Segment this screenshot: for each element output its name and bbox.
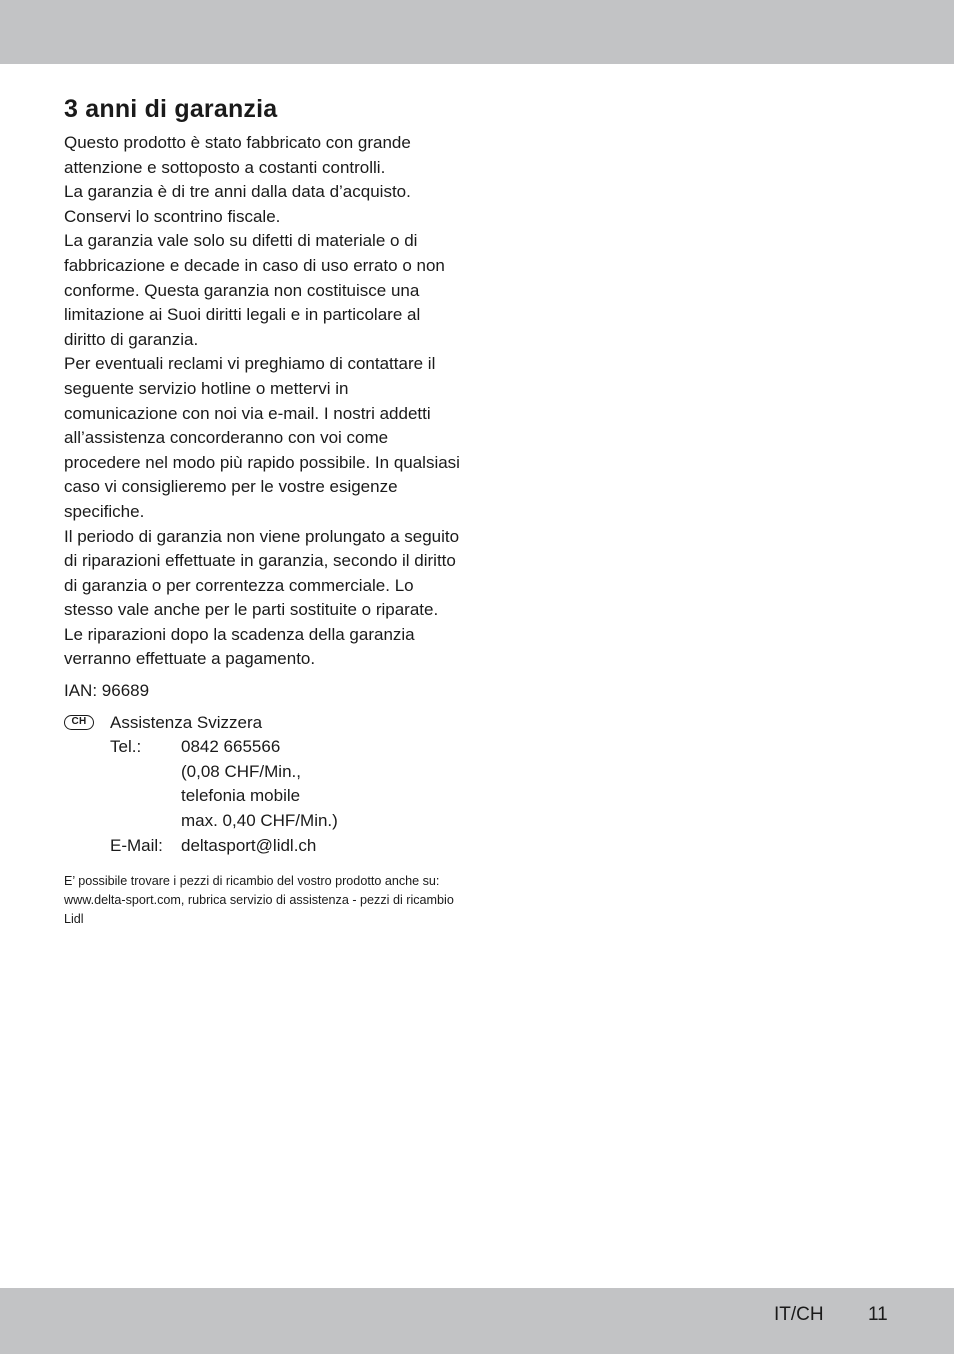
paragraph: Il periodo di garanzia non viene prolungato a seguito di riparazioni effettuate in garanzia, secondo il diritto di garanzia o per correntezza commerciale. Lo stesso vale anche per le parti sostituite o riparate. <box>64 526 460 620</box>
paragraph: La garanzia è di tre anni dalla data d’acquisto. Conservi lo scontrino fiscale. <box>64 182 411 226</box>
tel-label: Tel.: <box>110 737 142 757</box>
service-contact <box>64 711 464 859</box>
paragraph: La garanzia vale solo su difetti di materiale o di fabbricazione e decade in caso di uso errato o non conforme. Questa garanzia non costituisce una limitazione ai Suoi diritti legali e in particolare al diritto di garanzia. <box>64 231 445 349</box>
email-label: E-Mail: <box>110 835 163 855</box>
tel-values <box>181 735 338 833</box>
spare-parts-note: E’ possibile trovare i pezzi di ricambio del vostro prodotto anche su: www.delta-sport.com, rubrica servizio di assistenza - pezzi di ricambio Lidl <box>64 874 454 927</box>
tel-row <box>110 735 464 833</box>
service-name: Assistenza Svizzera <box>110 712 263 732</box>
paragraph: Questo prodotto è stato fabbricato con grande attenzione e sottoposto a costanti controlli. <box>64 133 411 177</box>
warranty-text <box>64 131 464 672</box>
tel-note: max. 0,40 CHF/Min.) <box>181 811 338 831</box>
email-address: deltasport@lidl.ch <box>181 835 317 855</box>
email-value-wrap <box>181 834 316 859</box>
paragraph: Le riparazioni dopo la scadenza della garanzia verranno effettuate a pagamento. <box>64 624 415 669</box>
warranty-section <box>64 92 464 929</box>
ch-country-icon: CH <box>64 715 94 730</box>
tel-note: telefonia mobile <box>181 786 301 806</box>
email-row <box>110 834 464 859</box>
tel-number: 0842 665566 <box>181 737 281 757</box>
header-band <box>0 0 954 64</box>
service-details <box>110 711 464 859</box>
page-number: 11 <box>868 1304 888 1325</box>
tel-note: (0,08 CHF/Min., <box>181 761 301 781</box>
footer-language: IT/CH <box>774 1304 824 1325</box>
ian-number: IAN: 96689 <box>64 681 150 701</box>
paragraph: Per eventuali reclami vi preghiamo di contattare il seguente servizio hotline o mettervi in comunicazione con noi via e-mail. I nostri addetti all’assistenza concorderanno con voi come procedere nel modo più rapido possibile. In qualsiasi caso vi consiglieremo per le vostre esigenze specifiche. <box>64 354 460 521</box>
page-title: 3 anni di garanzia <box>64 95 278 123</box>
